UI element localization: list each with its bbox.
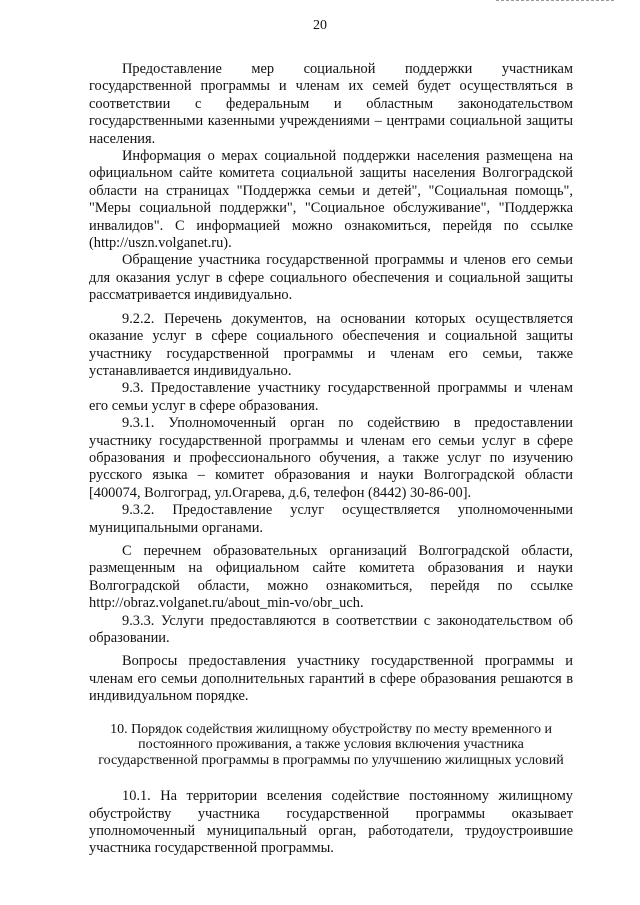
paragraph-9-3-2: 9.3.2. Предоставление услуг осуществляется уполномоченными муниципальными органами. — [89, 502, 573, 536]
paragraph-individual-request: Обращение участника государственной программы и членов его семьи для оказания услуг в сфере социального обеспечения и социальной защиты рассматривается индивидуально. — [89, 252, 573, 304]
paragraph-additional-guarantees: Вопросы предоставления участнику государственной программы и членам его семьи дополнительных гарантий в сфере образования решаются в индивидуальном порядке. — [89, 653, 573, 705]
paragraph-social-support-measures: Предоставление мер социальной поддержки участникам государственной программы и членам их семей будет осуществляться в соответствии с федеральным и областным законодательством государственными казенными учреждениями – центрами социальной защиты населения. — [89, 61, 573, 147]
page-number: 20 — [313, 18, 327, 33]
paragraph-9-3-1: 9.3.1. Уполномоченный орган по содействию в предоставлении участнику государственной программы и членам его семьи услуг в сфере образования и профессионального обучения, а также услуг по изучению русского языка – комитет образования и науки Волгоградской области [400074, Волгоград, ул.Огарева, д.6, телефон (8442) 30-86-00]. — [89, 415, 573, 501]
section-heading-10: 10. Порядок содействия жилищному обустройству по месту временного и постоянного проживания, а также условия включения участника государственной программы в программы по улучшению жилищных условий — [98, 721, 564, 768]
paragraph-10-1: 10.1. На территории вселения содействие постоянному жилищному обустройству участника государственной программы оказывает уполномоченный муниципальный орган, работодатели, трудоустроившие участника государственной программы. — [89, 788, 573, 857]
paragraph-9-2-2: 9.2.2. Перечень документов, на основании которых осуществляется оказание услуг в сфере социального обеспечения и социальной защиты участнику государственной программы и членам его семьи, также устанавливается индивидуально. — [89, 310, 573, 379]
paragraph-9-3-3: 9.3.3. Услуги предоставляются в соответствии с законодательством об образовании. — [89, 612, 573, 646]
document-body — [89, 61, 573, 858]
scan-edge-mark — [496, 0, 614, 5]
paragraph-social-support-info: Информация о мерах социальной поддержки населения размещена на официальном сайте комитета социальной защиты населения Волгоградской области на страницах "Поддержка семьи и детей", "Социальная помощь", "Меры социальной поддержки", "Социальное обслуживание", "Поддержка инвалидов". С информацией можно ознакомиться, перейдя по ссылке (http://uszn.volganet.ru). — [89, 148, 573, 252]
paragraph-education-organizations: С перечнем образовательных организаций Волгоградской области, размещенным на официальном сайте комитета образования и науки Волгоградской области, можно ознакомиться, перейдя по ссылке http://obraz.volganet.ru/about_min-vo/obr_uch. — [89, 542, 573, 612]
paragraph-9-3: 9.3. Предоставление участнику государственной программы и членам его семьи услуг в сфере образования. — [89, 380, 573, 414]
